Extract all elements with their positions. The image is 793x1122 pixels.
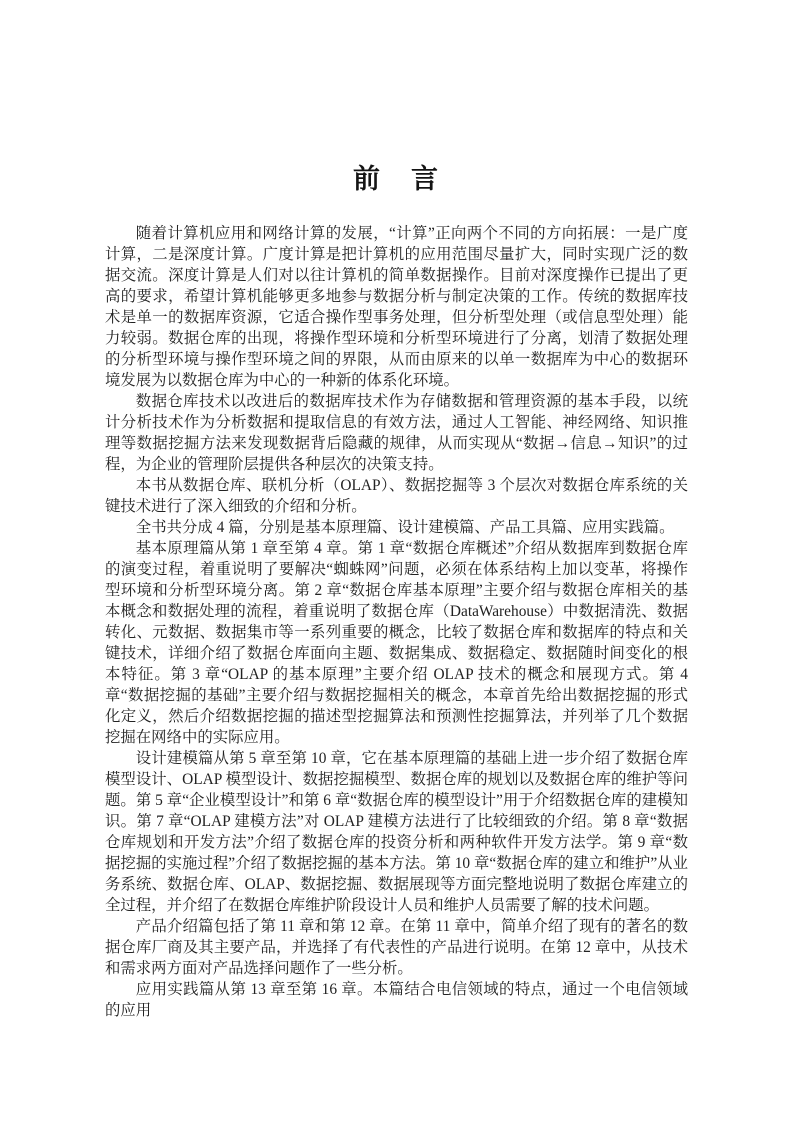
paragraph-part-products: 产品介绍篇包括了第 11 章和第 12 章。在第 11 章中，简单介绍了现有的著名的数据仓库厂商及其主要产品，并选择了有代表性的产品进行说明。在第 12 章中，从技术和需求两方面对产品选择问题作了一些分析。	[105, 918, 688, 977]
paragraph-part-design-modeling: 设计建模篇从第 5 章至第 10 章，它在基本原理篇的基础上进一步介绍了数据仓库模型设计、OLAP 模型设计、数据挖掘模型、数据仓库的规划以及数据仓库的维护等问题。第 5 章“企业模型设计”和第 6 章“数据仓库的模型设计”用于介绍数据仓库的建模知识。第 7 章“OLAP 建模方法”对 OLAP 建模方法进行了比较细致的介绍。第 8 章“数据仓库规划和开发方法”介绍了数据仓库的投资分析和两种软件开发方法学。第 9 章“数据挖掘的实施过程”介绍了数据挖掘的基本方法。第 10 章“数据仓库的建立和维护”从业务系统、数据仓库、OLAP、数据挖掘、数据展现等方面完整地说明了数据仓库建立的全过程，并介绍了在数据仓库维护阶段设计人员和维护人员需要了解的技术问题。	[105, 750, 688, 914]
preface-body	[105, 223, 688, 1021]
page-title: 前 言	[353, 164, 440, 194]
paragraph-part-fundamentals: 基本原理篇从第 1 章至第 4 章。第 1 章“数据仓库概述”介绍从数据库到数据仓库的演变过程，着重说明了要解决“蜘蛛网”问题，必须在体系结构上加以变革，将操作型环境和分析型环境分离。第 2 章“数据仓库基本原理”主要介绍与数据仓库相关的基本概念和数据处理的流程，着重说明了数据仓库（DataWarehouse）中数据清洗、数据转化、元数据、数据集市等一系列重要的概念，比较了数据仓库和数据库的特点和关键技术，详细介绍了数据仓库面向主题、数据集成、数据稳定、数据随时间变化的根本特征。第 3 章“OLAP 的基本原理”主要介绍 OLAP 技术的概念和展现方式。第 4 章“数据挖掘的基础”主要介绍与数据挖掘相关的概念，本章首先给出数据挖掘的形式化定义，然后介绍数据挖掘的描述型挖掘算法和预测性挖掘算法，并列举了几个数据挖掘在网络中的实际应用。	[105, 540, 688, 746]
paragraph-warehouse-technology: 数据仓库技术以改进后的数据库技术作为存储数据和管理资源的基本手段，以统计分析技术作为分析数据和提取信息的有效方法，通过人工智能、神经网络、知识推理等数据挖掘方法来发现数据背后隐藏的规律，从而实现从“数据→信息→知识”的过程，为企业的管理阶层提供各种层次的决策支持。	[105, 393, 688, 473]
paragraph-book-structure: 全书共分成 4 篇，分别是基本原理篇、设计建模篇、产品工具篇、应用实践篇。	[135, 519, 675, 536]
paragraph-part-application: 应用实践篇从第 13 章至第 16 章。本篇结合电信领域的特点，通过一个电信领域的应用	[105, 981, 688, 1019]
paragraph-intro-computing: 随着计算机应用和网络计算的发展，“计算”正向两个不同的方向拓展：一是广度计算，二是深度计算。广度计算是把计算机的应用范围尽量扩大，同时实现广泛的数据交流。深度计算是人们对以往计算机的简单数据操作。目前对深度操作已提出了更高的要求，希望计算机能够更多地参与数据分析与制定决策的工作。传统的数据库技术是单一的数据库资源，它适合操作型事务处理，但分析型处理（或信息型处理）能力较弱。数据仓库的出现，将操作型环境和分析型环境进行了分离，划清了数据处理的分析型环境与操作型环境之间的界限，从而由原来的以单一数据库为中心的数据环境发展为以数据仓库为中心的一种新的体系化环境。	[105, 225, 688, 389]
paragraph-book-scope: 本书从数据仓库、联机分析（OLAP）、数据挖掘等 3 个层次对数据仓库系统的关键技术进行了深入细致的介绍和分析。	[105, 477, 688, 515]
